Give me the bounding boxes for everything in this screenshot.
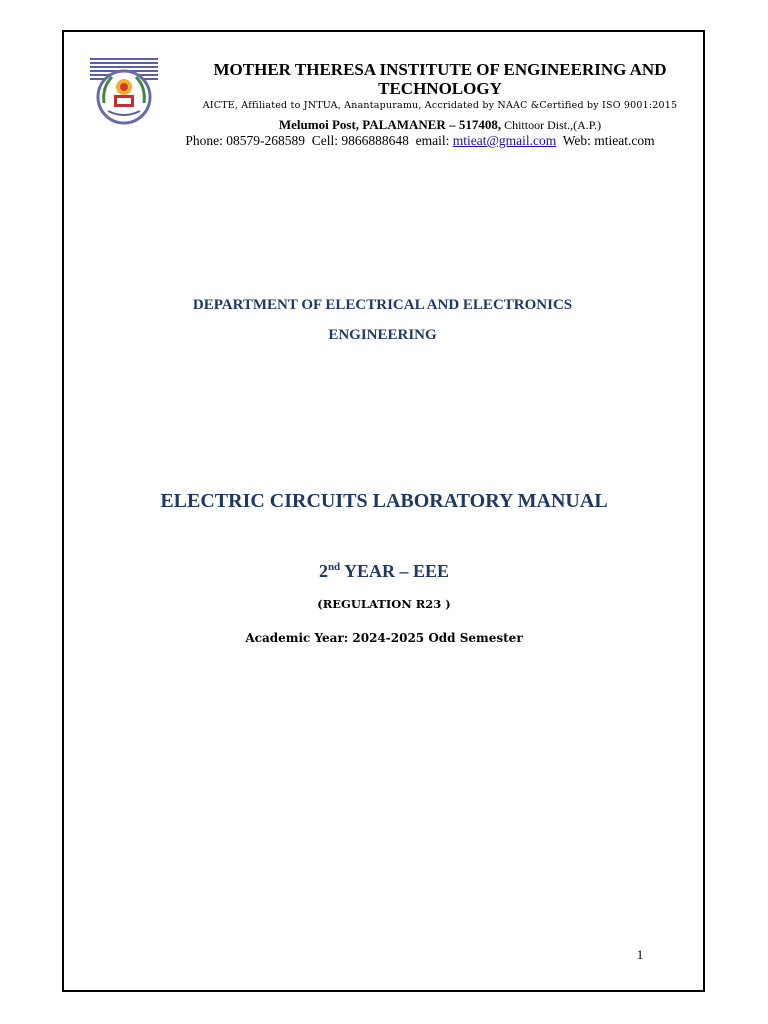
institute-name-line2: TECHNOLOGY — [378, 79, 502, 98]
cell-number: 9866888648 — [341, 133, 409, 148]
web-address: mtieat.com — [594, 133, 655, 148]
department-heading — [100, 290, 665, 350]
phone-number: 08579-268589 — [226, 133, 305, 148]
year-heading — [70, 561, 698, 582]
cell-label: Cell: — [311, 133, 338, 148]
department-line1: DEPARTMENT OF ELECTRICAL AND ELECTRONICS — [192, 297, 573, 313]
address-district: Chittoor Dist.,(A.P.) — [501, 118, 602, 132]
year-suffix: nd — [327, 561, 341, 573]
affiliation-line: AICTE, Affiliated to JNTUA, Anantapuramu, Accridated by NAAC &Certified by ISO 9001:2015 — [202, 100, 678, 111]
page-number: 1 — [636, 947, 644, 962]
phone-label: Phone: — [185, 133, 223, 148]
email-label: email: — [415, 133, 450, 148]
web-label: Web: — [562, 133, 591, 148]
institute-name-line1: MOTHER THERESA INSTITUTE OF ENGINEERING AND — [213, 60, 667, 79]
contact-line — [160, 133, 680, 149]
department-line2: ENGINEERING — [328, 327, 437, 343]
regulation-label: (REGULATION R23 ) — [317, 597, 451, 611]
academic-year: Academic Year: 2024-2025 Odd Semester — [245, 631, 523, 645]
manual-title: ELECTRIC CIRCUITS LABORATORY MANUAL — [160, 490, 608, 512]
year-rest: YEAR – EEE — [340, 561, 450, 581]
address-bold: Melumoi Post, PALAMANER – 517408, — [278, 117, 502, 132]
year-number: 2 — [318, 561, 328, 581]
institute-name — [190, 60, 690, 98]
email-link[interactable]: mtieat@gmail.com — [452, 133, 557, 148]
institute-logo — [90, 57, 158, 125]
address-line — [190, 117, 690, 133]
